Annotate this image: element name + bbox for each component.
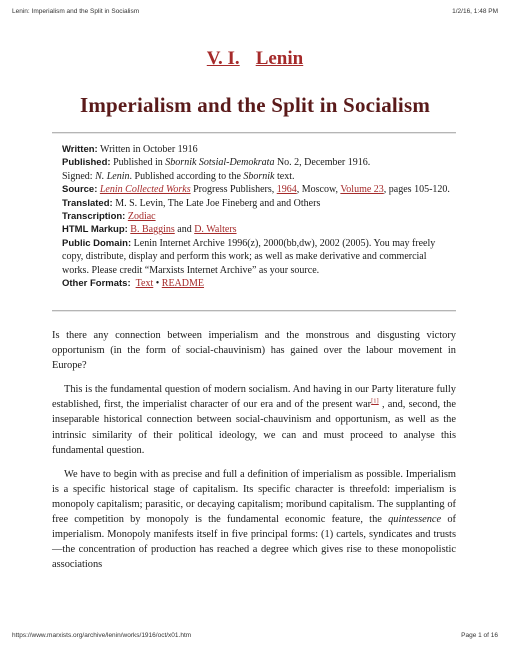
article-body bbox=[52, 328, 456, 581]
published-post: No. 2, December 1916. bbox=[276, 157, 371, 169]
text-format-link[interactable]: Text bbox=[135, 278, 154, 290]
source-pages: pages 105-120. bbox=[388, 184, 450, 196]
format-separator: • bbox=[155, 278, 160, 290]
html-and: and bbox=[177, 224, 192, 236]
written-row bbox=[62, 143, 454, 156]
public-domain-text: Lenin Internet Archive 1996(z), 2000(bb,dw), 2002 (2005). You may freely copy, distribute, display and perform this work; as well as make derivative and commercial works. Please credit “Marxists Internet Archive” as your source. bbox=[62, 237, 436, 276]
author-surname-link[interactable]: Lenin bbox=[255, 48, 304, 69]
paragraph-2: This is the fundamental question of modern socialism. And having in our Party literature fully established, first, the imperialist character of our era and of the present war[1] , and, second, the inseparable historical connection between social-chauvinism and opportunism, as well as the intrinsic similarity of their political ideology, we can and must proceed to analyse this fundamental question. bbox=[52, 384, 456, 456]
signed-journal: Sbornik bbox=[243, 170, 275, 182]
print-footer-url: https://www.marxists.org/archive/lenin/works/1916/oct/x01.htm bbox=[12, 632, 192, 639]
footnote-ref-1 bbox=[371, 398, 379, 405]
info-block bbox=[62, 143, 454, 290]
bottom-divider bbox=[52, 310, 456, 312]
quintessence-emphasis: quintessence bbox=[388, 514, 442, 526]
footnote-1-link[interactable]: [1] bbox=[371, 397, 379, 405]
baggins-link[interactable]: B. Baggins bbox=[130, 224, 175, 236]
html-markup-row bbox=[62, 223, 454, 236]
written-label: Written: bbox=[62, 144, 98, 155]
print-header-title: Lenin: Imperialism and the Split in Socialism bbox=[12, 8, 140, 15]
published-row bbox=[62, 156, 454, 169]
transcription-row bbox=[62, 210, 454, 223]
signed-post: text. bbox=[277, 170, 295, 182]
zodiac-link[interactable]: Zodiac bbox=[127, 211, 156, 223]
translated-row bbox=[62, 197, 454, 210]
page-title: Imperialism and the Split in Socialism bbox=[79, 93, 431, 117]
top-divider bbox=[52, 132, 456, 134]
print-header bbox=[12, 8, 498, 20]
paragraph-1: Is there any connection between imperialism and the monstrous and disgusting victory opportunism (in the form of social-chauvinism) has gained over the labour movement in Europe? bbox=[52, 330, 456, 372]
print-header-datetime: 1/2/16, 1:48 PM bbox=[452, 8, 498, 15]
source-city: , Moscow, bbox=[296, 184, 339, 196]
published-pre: Published in bbox=[113, 157, 163, 169]
signed-name: N. Lenin bbox=[95, 170, 130, 182]
source-label: Source: bbox=[62, 184, 98, 196]
translated-label: Translated: bbox=[62, 197, 113, 209]
translated-value: M. S. Levin, The Late Joe Fineberg and and Others bbox=[115, 197, 321, 209]
readme-link[interactable]: README bbox=[161, 278, 205, 290]
author-heading bbox=[0, 48, 510, 70]
transcription-label: Transcription: bbox=[62, 211, 126, 223]
walters-link[interactable]: D. Walters bbox=[194, 224, 237, 236]
html-markup-label: HTML Markup: bbox=[62, 224, 128, 236]
source-row bbox=[62, 183, 454, 196]
volume-23-link[interactable]: Volume 23 bbox=[340, 184, 384, 196]
year-1964-link[interactable]: 1964 bbox=[276, 184, 297, 196]
print-footer bbox=[12, 632, 498, 644]
signed-mid: . Published according to the bbox=[129, 170, 241, 182]
author-initials-link[interactable]: V. I. bbox=[206, 48, 240, 69]
collected-works-link[interactable]: Lenin Collected Works bbox=[99, 184, 191, 196]
source-comma: , bbox=[383, 184, 387, 196]
public-domain-row bbox=[62, 237, 454, 277]
other-formats-row bbox=[62, 277, 454, 290]
signed-row bbox=[62, 170, 454, 183]
public-domain-label: Public Domain: bbox=[62, 237, 132, 249]
other-formats-label: Other Formats: bbox=[62, 278, 131, 290]
print-footer-page: Page 1 of 16 bbox=[461, 632, 498, 639]
source-publisher: Progress Publishers, bbox=[193, 184, 275, 196]
published-journal: Sbornik Sotsial-Demokrata bbox=[165, 157, 275, 169]
written-value: Written in October 1916 bbox=[100, 144, 198, 155]
published-label: Published: bbox=[62, 157, 111, 169]
signed-pre: Signed: bbox=[62, 170, 93, 182]
paragraph-3: We have to begin with as precise and full a definition of imperialism as possible. Imperialism is a specific historical stage of capitalism. Its specific character is threefold: imperialism is monopoly capitalism; parasitic, or decaying capitalism; moribund capitalism. The supplanting of free competition by monopoly is the fundamental economic feature, the quintessence of imperialism. Monopoly manifests itself in five principal forms: (1) cartels, syndicates and trusts—the concentration of production has reached a degree which gives rise to these monopolistic associations bbox=[52, 468, 456, 571]
